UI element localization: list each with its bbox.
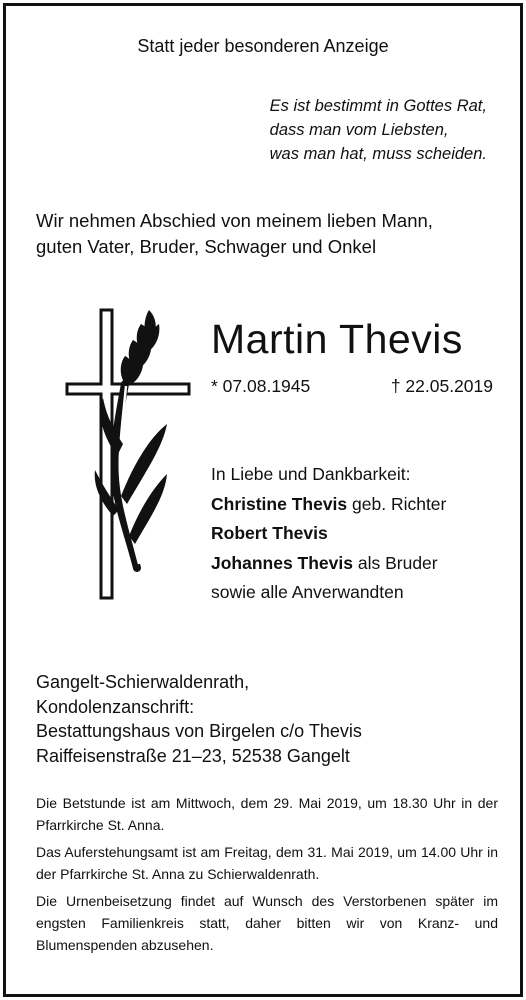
obituary-notice	[3, 3, 523, 997]
address-line: Raiffeisenstraße 21–23, 52538 Gangelt	[36, 745, 350, 766]
mourners-closing: sowie alle Anverwandten	[211, 582, 404, 602]
address-line: Bestattungshaus von Birgelen c/o Thevis	[36, 721, 362, 741]
birth-date: * 07.08.1945	[211, 376, 311, 396]
mourner-name: Johannes Thevis	[211, 552, 353, 573]
condolence-address	[36, 670, 362, 768]
mourner-entry	[211, 490, 446, 520]
mourners-intro: In Liebe und Dankbarkeit:	[211, 464, 411, 484]
farewell-line: guten Vater, Bruder, Schwager und Onkel	[36, 236, 377, 257]
verse-line: dass man vom Liebsten,	[269, 121, 449, 139]
mourner-name: Robert Thevis	[211, 523, 328, 543]
cross-with-wheat-icon	[63, 306, 193, 606]
farewell-line: Wir nehmen Abschied von meinem lieben Mann,	[36, 210, 433, 231]
address-line: Gangelt-Schierwaldenrath,	[36, 672, 250, 692]
mourner-entry	[211, 519, 446, 549]
prayer-hour-note: Die Betstunde ist am Mittwoch, dem 29. Mai 2019, um 18.30 Uhr in der Pfarrkirche St. Anna.	[36, 795, 498, 833]
mourners-list	[211, 460, 446, 608]
burial-note: Die Urnenbeisetzung findet auf Wunsch des Verstorbenen später im engsten Familienkreis statt, daher bitten wir von Kranz- und Blumenspenden abzusehen.	[36, 893, 498, 953]
requiem-note: Das Auferstehungsamt ist am Freitag, dem 31. Mai 2019, um 14.00 Uhr in der Pfarrkirche St. Anna zu Schierwaldenrath.	[36, 844, 498, 882]
address-line: Kondolenzanschrift:	[36, 696, 195, 717]
verse-line: Es ist bestimmt in Gottes Rat,	[269, 97, 487, 115]
service-notes	[36, 792, 498, 961]
death-date: † 22.05.2019	[390, 376, 493, 396]
mourner-name: Christine Thevis	[211, 493, 348, 514]
verse-line: was man hat, muss scheiden.	[269, 145, 487, 163]
notice-heading: Statt jeder besonderen Anzeige	[137, 36, 389, 56]
verse	[270, 94, 487, 166]
farewell-text	[36, 208, 506, 260]
mourner-entry	[211, 549, 446, 579]
deceased-name: Martin Thevis	[211, 316, 463, 362]
mourner-suffix: als Bruder	[353, 552, 438, 573]
mourner-suffix: geb. Richter	[347, 493, 447, 514]
